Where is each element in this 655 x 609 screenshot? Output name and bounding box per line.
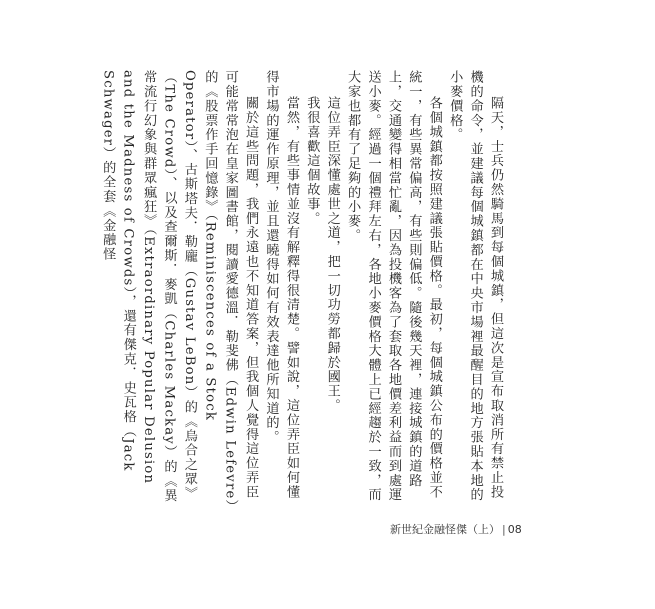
paragraph-6: 關於這些問題，我們永遠也不知道答案，但我個人覺得這位弄臣可能常常泡在皇家圖書館，閱讀愛德溫．勒斐佛（Edwin Lefevre）的《股票作手回憶錄》（Reminiscences of a Stock Operator）、古斯塔夫．勒龐（Gustav LeBon）的《烏合之眾》（The Crowd）、以及查爾斯．麥凱（Charles Mackay）的《異常流行幻象與群眾瘋狂》（Extraordinary Popular Delusion and the Madness of Crowds），還有傑克．史瓦格（Jack Schwager）的全套《金融怪 (100, 70, 259, 508)
vertical-text-body (97, 70, 505, 510)
page-footer (390, 521, 522, 537)
paragraph-2: 各個城鎮都按照建議張貼價格。最初，每個城鎮公布的價格並不統一，有些異常偏高，有些則偏低。隨後幾天裡，連接城鎮的道路上，交通變得相當忙亂，因為投機客為了套取各地價差利益而到處運送小麥。經過一個禮拜左右，各地小麥價格大體上已經趨於一致，而大家也都有了足夠的小麥。 (345, 70, 442, 502)
running-header-title: 新世紀金融怪傑（上） (390, 523, 500, 536)
page-number: 08 (507, 523, 522, 536)
paragraph-5: 當然，有些事情並沒有解釋得很清楚。譬如說，這位弄臣如何懂得市場的運作原理，並且還曉得如何有效表達他所知道的。 (263, 70, 299, 500)
paragraph-1: 隔天，士兵仍然騎馬到每個城鎮，但這次是宣布取消所有禁止投機的命令，並建議每個城鎮都在中央市場裡最醒目的地方張貼本地的小麥價格。 (447, 70, 503, 502)
paragraph-3: 這位弄臣深懂處世之道，把一切功勞都歸於國王。 (324, 96, 340, 413)
paragraph-4: 我很喜歡這個故事。 (304, 96, 320, 226)
footer-divider: | (502, 523, 506, 536)
